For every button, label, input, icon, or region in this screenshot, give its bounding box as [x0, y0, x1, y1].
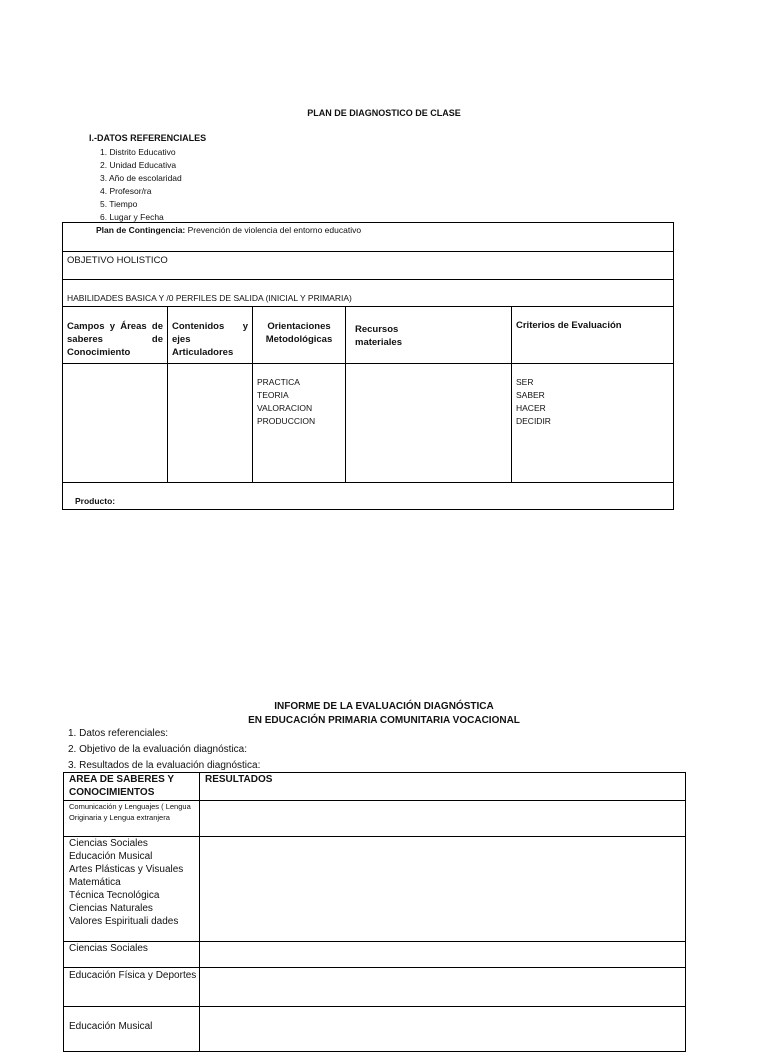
informe-item: 1. Datos referenciales: [68, 728, 169, 739]
datos-item: 2. Unidad Educativa [100, 160, 177, 170]
header-orientaciones: Orientaciones Metodológicas [265, 321, 333, 345]
orientacion-item: PRODUCCION [257, 416, 316, 426]
content-row [63, 364, 673, 483]
area-line: Ciencias Sociales [69, 838, 148, 849]
column-divider [199, 773, 200, 1051]
criterios-list [516, 376, 551, 428]
plan-title: PLAN DE DIAGNOSTICO DE CLASE [307, 108, 461, 118]
area-line: Artes Plásticas y Visuales [69, 864, 184, 875]
area-line: Valores Espirituali dades [69, 916, 179, 927]
habilidades-label: HABILIDADES BASICA Y /0 PERFILES DE SALIDA (INICIAL Y PRIMARIA) [67, 293, 352, 303]
header-area: AREA DE SABERES Y CONOCIMIENTOS [69, 774, 174, 798]
row-divider [64, 1006, 685, 1007]
area-line: Matemática [69, 877, 121, 888]
datos-item: 1. Distrito Educativo [100, 147, 176, 157]
orientacion-item: TEORIA [257, 390, 289, 400]
area-cell: Comunicación y Lenguajes ( Lengua Originaria y Lengua extranjera [69, 802, 191, 822]
header-resultados: RESULTADOS [205, 774, 273, 785]
datos-item: 3. Año de escolaridad [100, 173, 182, 183]
datos-list [100, 146, 182, 224]
header-contenidos: Contenidos y ejes Articuladores [172, 321, 248, 358]
orientacion-item: PRACTICA [257, 377, 300, 387]
criterio-item: HACER [516, 403, 546, 413]
criterio-item: SER [516, 377, 534, 387]
objetivo-label: OBJETIVO HOLISTICO [67, 255, 168, 266]
area-cell [69, 837, 197, 928]
column-divider [167, 306, 168, 483]
area-cell: Educación Musical [69, 1021, 153, 1032]
informe-item: 2. Objetivo de la evaluación diagnóstica: [68, 744, 248, 755]
habilidades-row [63, 280, 673, 307]
contingencia-value: Prevención de violencia del entorno educativo [187, 225, 362, 235]
informe-title-line2: EN EDUCACIÓN PRIMARIA COMUNITARIA VOCACIONAL [248, 715, 520, 726]
column-divider [345, 306, 346, 483]
area-line: Técnica Tecnológica [69, 890, 160, 901]
header-recursos: Recursos materiales [355, 324, 403, 348]
column-divider [511, 306, 512, 483]
datos-item: 5. Tiempo [100, 199, 138, 209]
contingencia-text [96, 225, 361, 235]
row-divider [64, 967, 685, 968]
datos-item: 6. Lugar y Fecha [100, 212, 164, 222]
contingencia-row [63, 223, 673, 252]
section-heading: I.-DATOS REFERENCIALES [89, 133, 207, 143]
informe-title-line1: INFORME DE LA EVALUACIÓN DIAGNÓSTICA [274, 701, 494, 712]
criterio-item: SABER [516, 390, 545, 400]
plan-table [62, 222, 674, 510]
results-table [63, 772, 686, 1052]
column-divider [252, 306, 253, 483]
header-criterios: Criterios de Evaluación [516, 320, 622, 331]
producto-label: Producto: [75, 496, 116, 506]
datos-item: 4. Profesor/ra [100, 186, 152, 196]
orientaciones-list [257, 376, 315, 428]
contingencia-label: Plan de Contingencia: [96, 225, 186, 235]
criterio-item: DECIDIR [516, 416, 551, 426]
area-cell: Educación Física y Deportes [69, 970, 197, 981]
informe-item: 3. Resultados de la evaluación diagnóstica: [68, 760, 261, 771]
area-line: Educación Musical [69, 851, 153, 862]
header-campos: Campos y Áreas de saberes de Conocimiento [67, 321, 163, 358]
objetivo-row [63, 252, 673, 280]
area-cell: Ciencias Sociales [69, 943, 148, 954]
orientacion-item: VALORACION [257, 403, 313, 413]
area-line: Ciencias Naturales [69, 903, 153, 914]
